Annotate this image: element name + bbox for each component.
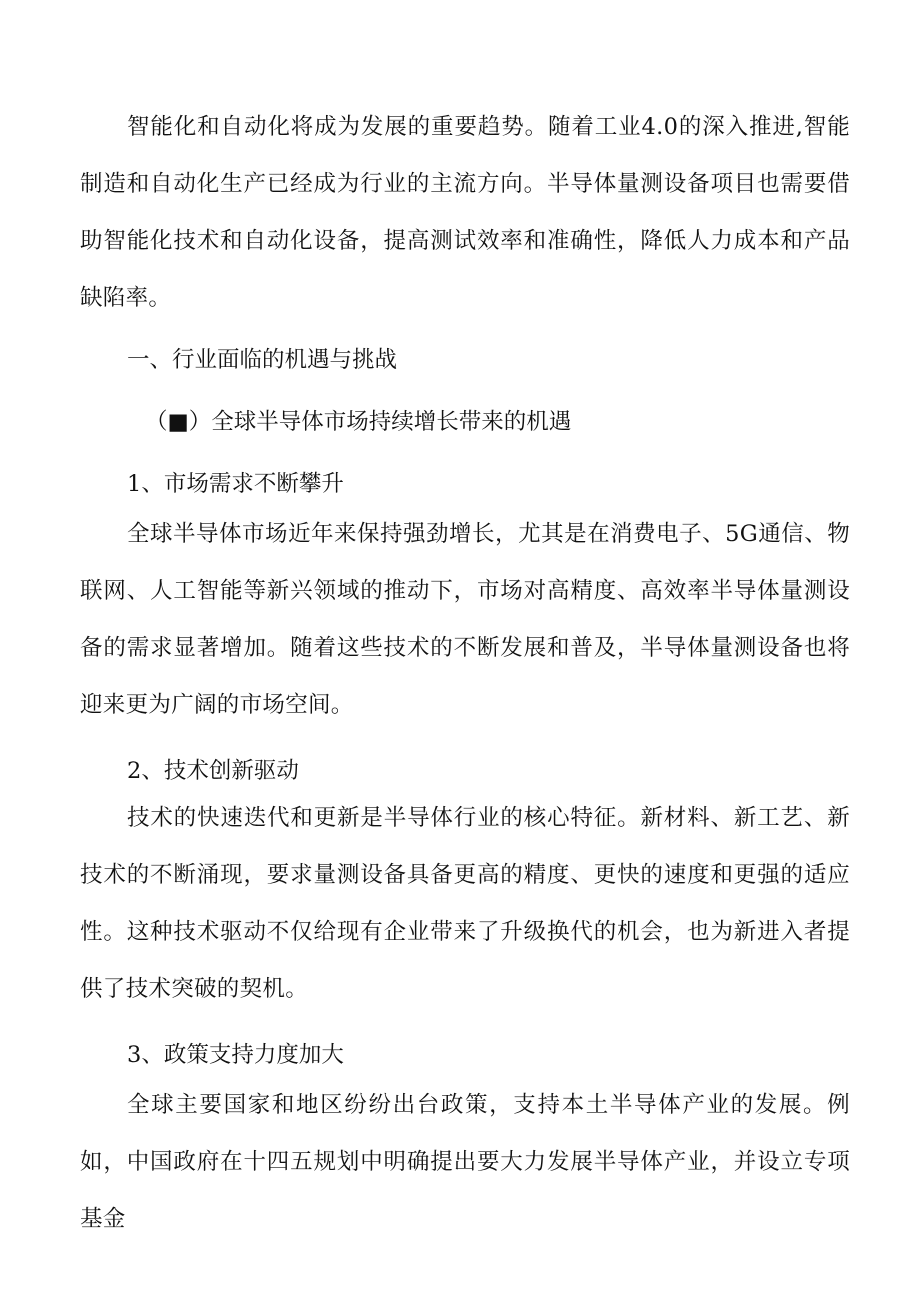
item-1-heading: 1、市场需求不断攀升 — [127, 471, 344, 497]
section-heading: 一、行业面临的机遇与挑战 — [127, 347, 398, 373]
subsection-heading: （■）全球半导体市场持续增长带来的机遇 — [145, 409, 572, 435]
item-2-heading: 2、技术创新驱动 — [127, 758, 299, 784]
item-3-body: 全球主要国家和地区纷纷出台政策，支持本土半导体产业的发展。例如，中国政府在十四五规划中明确提出要大力发展半导体产业，并设立专项基金 — [80, 1092, 850, 1232]
item-1-body: 全球半导体市场近年来保持强劲增长，尤其是在消费电子、5G通信、物联网、人工智能等新兴领域的推动下，市场对高精度、高效率半导体量测设备的需求显著增加。随着这些技术的不断发展和普及，半导体量测设备也将迎来更为广阔的市场空间。 — [80, 521, 850, 718]
intro-paragraph: 智能化和自动化将成为发展的重要趋势。随着工业4.0的深入推进,智能制造和自动化生产已经成为行业的主流方向。半导体量测设备项目也需要借助智能化技术和自动化设备，提高测试效率和准确性，降低人力成本和产品缺陷率。 — [80, 114, 850, 311]
item-2-body: 技术的快速迭代和更新是半导体行业的核心特征。新材料、新工艺、新技术的不断涌现，要求量测设备具备更高的精度、更快的速度和更强的适应性。这种技术驱动不仅给现有企业带来了升级换代的机会，也为新进入者提供了技术突破的契机。 — [80, 805, 850, 1002]
item-3-heading: 3、政策支持力度加大 — [127, 1042, 344, 1068]
